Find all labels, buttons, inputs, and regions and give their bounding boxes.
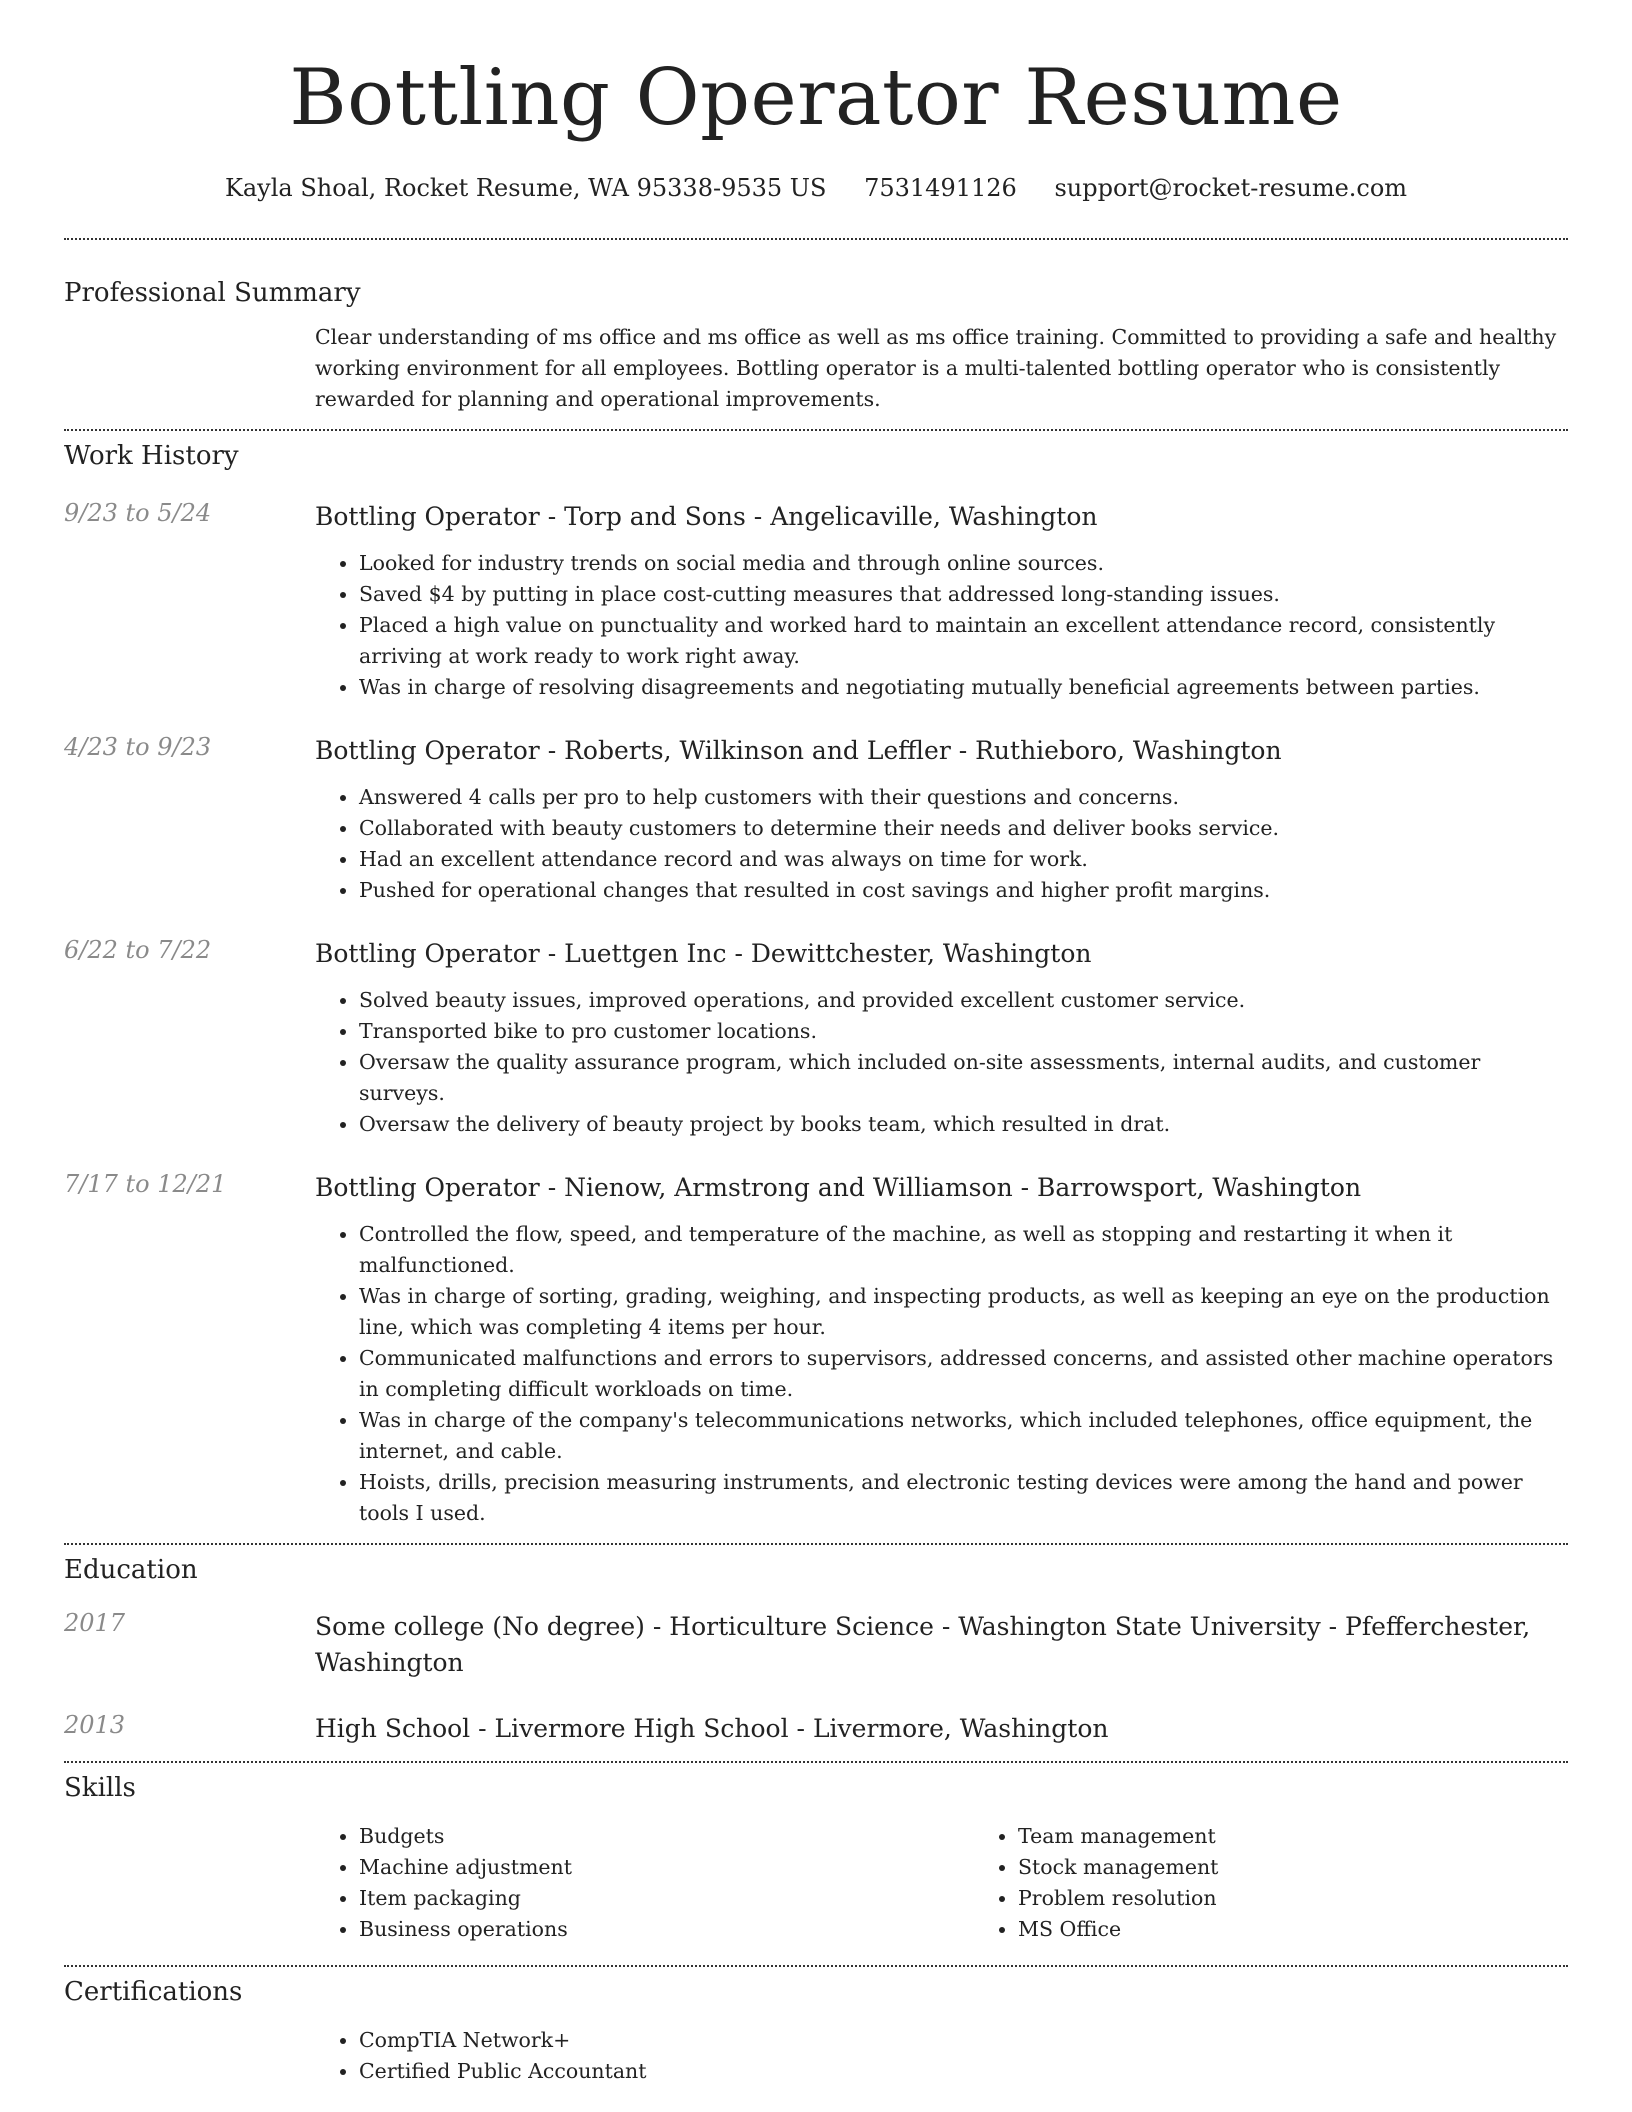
job-title: Bottling Operator - Luettgen Inc - Dewittchester, Washington	[315, 938, 1092, 968]
summary-text: Clear understanding of ms office and ms office as well as ms office training. Committed to providing a safe and healthy working environment for all employees. Bottling operator is a multi-talented bottling operator who is consistently rewarded for planning and operational improvements.	[315, 324, 1557, 411]
summary-heading: Professional Summary	[64, 277, 361, 308]
job-title: Bottling Operator - Torp and Sons - Angelicaville, Washington	[315, 501, 1098, 531]
list-item: • Was in charge of sorting, grading, weighing, and inspecting products, as well as keeping an eye on the production line, which was completing 4 items per hour.	[359, 1281, 1568, 1343]
list-item: • Placed a high value on punctuality and worked hard to maintain an excellent attendance record, consistently arriving at work ready to work right away.	[359, 610, 1568, 672]
work-history-heading: Work History	[64, 440, 239, 471]
job-dates: 4/23 to 9/23	[64, 732, 212, 761]
list-item: • Transported bike to pro customer locations.	[359, 1016, 1568, 1047]
education-title: Some college (No degree) - Horticulture Science - Washington State University - Pfefferchester, Washington	[315, 1611, 1531, 1677]
skill-item: • Machine adjustment	[359, 1852, 974, 1883]
skill-item: • Budgets	[359, 1821, 974, 1852]
certification-item: • CompTIA Network+	[359, 2025, 1568, 2056]
job-entry	[64, 733, 1568, 906]
list-item: • Oversaw the delivery of beauty project by books team, which resulted in drat.	[359, 1109, 1568, 1140]
skill-item: • MS Office	[1018, 1914, 1632, 1945]
divider	[64, 238, 1568, 240]
job-dates: 6/22 to 7/22	[64, 935, 212, 964]
skill-item: • Team management	[1018, 1821, 1632, 1852]
skills-columns	[315, 1821, 1568, 1945]
resume-title: Bottling Operator Resume	[289, 53, 1343, 143]
list-item: • Looked for industry trends on social media and through online sources.	[359, 548, 1568, 579]
list-item: • Hoists, drills, precision measuring instruments, and electronic testing devices were among the hand and power tools I used.	[359, 1467, 1568, 1529]
contact-address: Kayla Shoal, Rocket Resume, WA 95338-9535 US	[224, 173, 827, 202]
job-bullets	[315, 985, 1568, 1140]
certifications-list	[315, 2025, 1568, 2087]
skills-list-right	[974, 1821, 1632, 1945]
list-item: • Controlled the flow, speed, and temperature of the machine, as well as stopping and restarting it when it malfunctioned.	[359, 1219, 1568, 1281]
education-section	[64, 1555, 1568, 1747]
certification-item: • Certified Public Accountant	[359, 2056, 1568, 2087]
job-entry	[64, 1170, 1568, 1529]
education-year: 2017	[64, 1608, 126, 1637]
job-bullets	[315, 1219, 1568, 1529]
skill-item: • Stock management	[1018, 1852, 1632, 1883]
list-item: • Was in charge of resolving disagreements and negotiating mutually beneficial agreements between parties.	[359, 672, 1568, 703]
list-item: • Was in charge of the company's telecommunications networks, which included telephones, office equipment, the internet, and cable.	[359, 1405, 1568, 1467]
contact-phone: 7531491126	[864, 173, 1017, 202]
list-item: • Collaborated with beauty customers to determine their needs and deliver books service.	[359, 813, 1568, 844]
skill-item: • Problem resolution	[1018, 1883, 1632, 1914]
education-entry	[64, 1609, 1568, 1681]
divider	[64, 429, 1568, 431]
list-item: • Communicated malfunctions and errors to supervisors, addressed concerns, and assisted other machine operators in completing difficult workloads on time.	[359, 1343, 1568, 1405]
education-heading: Education	[64, 1554, 198, 1585]
summary-section	[64, 278, 1568, 415]
job-title: Bottling Operator - Nienow, Armstrong and Williamson - Barrowsport, Washington	[315, 1172, 1362, 1202]
education-year: 2013	[64, 1710, 126, 1739]
education-entry	[64, 1711, 1568, 1747]
work-history-section	[64, 441, 1568, 1529]
certifications-section	[64, 1977, 1568, 2087]
resume-page	[64, 0, 1568, 2087]
job-bullets	[315, 548, 1568, 703]
list-item: • Answered 4 calls per pro to help customers with their questions and concerns.	[359, 782, 1568, 813]
skills-heading: Skills	[64, 1772, 136, 1803]
list-item: • Oversaw the quality assurance program, which included on-site assessments, internal audits, and customer surveys.	[359, 1047, 1568, 1109]
skill-item: • Business operations	[359, 1914, 974, 1945]
contact-email: support@rocket-resume.com	[1054, 173, 1408, 202]
job-entry	[64, 499, 1568, 703]
job-bullets	[315, 782, 1568, 906]
divider	[64, 1965, 1568, 1967]
job-entry	[64, 936, 1568, 1140]
skills-list-left	[315, 1821, 974, 1945]
skill-item: • Item packaging	[359, 1883, 974, 1914]
divider	[64, 1543, 1568, 1545]
list-item: • Had an excellent attendance record and was always on time for work.	[359, 844, 1568, 875]
certifications-heading: Certifications	[64, 1976, 243, 2007]
job-dates: 9/23 to 5/24	[64, 498, 212, 527]
list-item: • Saved $4 by putting in place cost-cutting measures that addressed long-standing issues.	[359, 579, 1568, 610]
list-item: • Pushed for operational changes that resulted in cost savings and higher profit margins.	[359, 875, 1568, 906]
job-title: Bottling Operator - Roberts, Wilkinson and Leffler - Ruthieboro, Washington	[315, 735, 1282, 765]
list-item: • Solved beauty issues, improved operations, and provided excellent customer service.	[359, 985, 1568, 1016]
contact-line	[64, 174, 1568, 202]
job-dates: 7/17 to 12/21	[64, 1169, 227, 1198]
skills-section	[64, 1773, 1568, 1945]
divider	[64, 1761, 1568, 1763]
education-title: High School - Livermore High School - Livermore, Washington	[315, 1713, 1109, 1743]
